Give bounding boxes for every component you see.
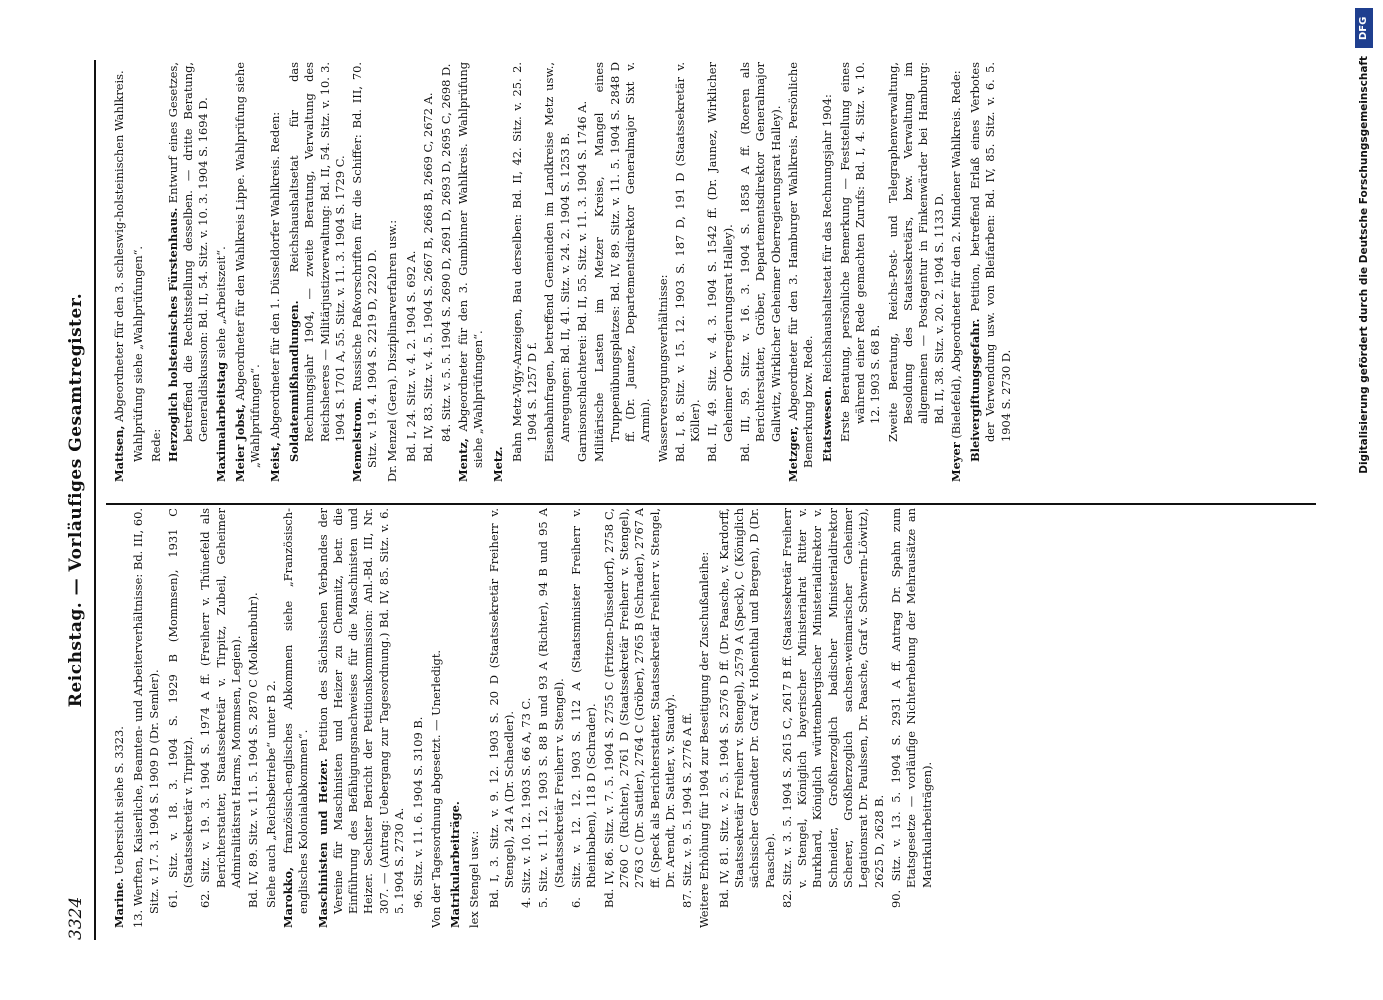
register-entry bbox=[536, 508, 567, 928]
entry-keyword: Herzoglich holsteinisches Fürstenhaus. bbox=[165, 207, 180, 462]
register-entry bbox=[198, 508, 244, 928]
entry-text: Rede: bbox=[148, 428, 163, 462]
entry-text: Dr. Menzel (Gera). Disziplinarverfahren usw.: bbox=[384, 219, 399, 482]
entry-text: 61. Sitz. v. 18. 3. 1904 S. 1929 B (Mommsen), 1931 C (Staatssekretär v. Tirpitz). bbox=[165, 508, 196, 908]
entry-text: 84. Sitz. v. 5. 5. 1904 S. 2690 D, 2691 D, 2693 D, 2695 C, 2698 D. bbox=[438, 63, 453, 442]
register-entry bbox=[705, 62, 736, 482]
entry-text: Erste Beratung, persönliche Bemerkung — Feststellung eines während einer Rede gemachten Zurufs: Bd. I, 4. Sitz. v. 10. 12. 1903 S. 68 B. bbox=[837, 62, 883, 442]
register-entry bbox=[112, 62, 127, 482]
entry-text: Abgeordneter für den 3. schleswig-holsteinischen Wahlkreis. bbox=[112, 70, 126, 426]
entry-text: (Bielefeld), Abgeordneter für den 2. Mindener Wahlkreis. Rede: bbox=[948, 70, 963, 443]
entry-text: 96. Sitz. v. 11. 6. 1904 S. 3109 B. bbox=[411, 716, 426, 908]
entry-text: Bahn Metz-Vigy-Anzeigen, Bau derselben: Bd. II, 42. Sitz. v. 25. 2. 1904 S. 1257 D f. bbox=[509, 62, 540, 462]
register-entry bbox=[411, 508, 426, 928]
register-entry bbox=[886, 62, 947, 482]
entry-keyword: Meyer bbox=[948, 442, 963, 482]
register-entry bbox=[246, 508, 261, 928]
entry-text: Abgeordneter für den Wahlkreis Lippe. Wahlprüfung siehe „Wahlprüfungen“. bbox=[233, 62, 263, 468]
page-number: 3324 bbox=[66, 896, 86, 940]
register-entry bbox=[287, 62, 348, 482]
entry-keyword: Metzger, bbox=[785, 426, 800, 482]
register-entry bbox=[264, 508, 279, 928]
entry-keyword: Marine. bbox=[112, 878, 126, 928]
register-entry bbox=[680, 508, 695, 928]
register-entry bbox=[717, 508, 778, 928]
entry-text: Militärische Lasten im Metzer Kreise, Mangel eines Truppenübungsplatzes: Bd. IV, 89. Sitz. v. 11. 5. 1904 S. 2848 D ff. (Dr. Jaunez, Departementsdirektor Generalmajor Sixt v. Armin). bbox=[592, 62, 653, 462]
register-entry bbox=[968, 62, 1014, 482]
entry-text: Zweite Beratung, Reichs-Post- und Telegraphenverwaltung, Besoldung des Staatssekretärs, bzw. Verwaltung im allgemeinen — Postagentur in Finkenwärder bei Hamburg: Bd. II, 38. Sitz. v. 20. 2. 1904 S. 1133 D. bbox=[885, 62, 946, 442]
entry-text: Petition, betreffend Erlaß eines Verbotes der Verwendung usw. von Bleifarben: Bd. IV, 85. Sitz. v. 6. 5. 1904 S. 2730 D. bbox=[968, 62, 1013, 442]
entry-keyword: Bleivergiftungsgefahr. bbox=[968, 318, 983, 462]
register-entry bbox=[281, 508, 312, 928]
entry-keyword: Maximalarbeitstag bbox=[213, 361, 228, 482]
register-entry bbox=[166, 508, 197, 928]
entry-text: Entwurf eines Gesetzes, betreffend die Rechtsstellung desselben. — dritte Beratung, Generaldiskussion: Bd. II, 54. Sitz. v. 10. 3. 1904 S. 1694 D. bbox=[165, 62, 211, 442]
entry-text: Uebersicht siehe S. 3323. bbox=[112, 726, 126, 879]
digitization-credit: Digitalisierung gefördert durch die Deutsche Forschungsgemeinschaft bbox=[1358, 56, 1370, 474]
entry-text: Bd. IV, 81. Sitz. v. 2. 5. 1904 S. 2576 D ff. (Dr. Paasche, v. Kardorff, Staatssekretär Freiherr v. Stengel), 2579 A (Speck), C (Königlich sächsischer Gesandter Dr. Graf v. Hohenthal und Bergen), D (Dr. Paasche). bbox=[716, 508, 777, 908]
entry-text: Abgeordneter für den 3. Gumbinner Wahlkreis. Wahlprüfung siehe „Wahlprüfungen“. bbox=[455, 62, 486, 468]
entry-text: Bd. IV, 83. Sitz. v. 4. 5. 1904 S. 2667 B, 2668 B, 2669 C, 2672 A. bbox=[421, 92, 436, 462]
entry-text: Abgeordneter für den 1. Düsseldorfer Wahlkreis. Reden: bbox=[267, 111, 282, 443]
register-entry bbox=[510, 62, 541, 482]
register-entry bbox=[780, 508, 887, 928]
register-entry bbox=[268, 62, 283, 482]
entry-text: 4. Sitz. v. 10. 12. 1903 S. 66 A, 73 C. bbox=[519, 697, 534, 908]
entry-text: 87. Sitz. v. 9. 5. 1904 S. 2776 A ff. bbox=[680, 712, 695, 908]
entry-text: Bd. IV, 86. Sitz. v. 7. 5. 1904 S. 2755 C (Fritzen-Düsseldorf), 2758 C, 2760 C (Richter), 2761 D (Staatssekretär Freiherr v. Stengel), 2763 C (Dr. Sattler), 2764 C (Gröber), 2765 B (Schrader), 2767 A ff. (Speck als Berichterstatter, Staatssekretär Freiherr v. Stengel, Dr. Arendt, Dr. Sattler, v. Staudy). bbox=[601, 508, 677, 908]
page-header bbox=[48, 60, 96, 940]
register-entry bbox=[421, 62, 436, 482]
register-entry bbox=[233, 62, 264, 482]
register-entry bbox=[149, 62, 164, 482]
entry-keyword: Meist, bbox=[267, 442, 282, 482]
entry-text: Bd. I, 3. Sitz. v. 9. 12. 1903 S. 20 D (Staatssekretär Freiherr v. Stengel), 24 A (Dr. Schaedler). bbox=[486, 508, 516, 908]
entry-text: Bd. II, 49. Sitz. v. 4. 3. 1904 S. 1542 ff. (Dr. Jaunez, Wirklicher Geheimer Oberregierungsrat Halley). bbox=[705, 62, 735, 462]
entry-text: 62. Sitz. v. 19. 3. 1904 S. 1974 A ff. (Freiherr v. Thünefeld als Berichterstatter, Staatssekretär v. Tirpitz, Zubeil, Geheimer Admiralitätsrat Harms, Mommsen, Legien). bbox=[198, 508, 244, 908]
entry-text: Siehe auch „Reichsbetriebe“ unter B 2. bbox=[263, 680, 278, 908]
register-entry bbox=[592, 62, 653, 482]
entry-text: 90. Sitz. v. 13. 5. 1904 S. 2931 A ff. Antrag Dr. Spahn zum Etatsgesetze — vorläufige Nichterhebung der Mehrausätze an Matrikularbeiträgen). bbox=[888, 508, 934, 908]
register-entry bbox=[429, 508, 444, 928]
register-entry bbox=[439, 62, 454, 482]
entry-text: Reichshaushaltsetat für das Rechnungsjahr 1904, — zweite Beratung, Verwaltung des Reichsheeres — Militärjustizverwaltung: Bd. II, 54. Sitz. v. 10. 3. 1904 S. 1701 A, 55. Sitz. v. 11. 3. 1904 S. 1729 C. bbox=[286, 62, 347, 442]
register-entry bbox=[889, 508, 935, 928]
entry-text: 82. Sitz. v. 3. 5. 1904 S. 2615 C, 2617 B ff. (Staatssekretär Freiherr v. Stengel, Königlich bayerischer Ministerialrat Ritter v. Burkhard, Königlich württembergischer Ministerialdirektor v. Schneider, Großherzoglich badischer Ministerialdirektor Scherer, Großherzoglich sachsen-weimarischer Geheimer Legationsrat Dr. Paulssen, Dr. Paasche, Graf v. Schwerin-Löwitz), 2625 D, 2628 B. bbox=[779, 508, 886, 908]
register-entry bbox=[404, 62, 419, 482]
register-entry bbox=[738, 62, 784, 482]
entry-text: Bd. I, 24. Sitz. v. 4. 2. 1904 S. 692 A. bbox=[404, 250, 419, 462]
register-entry bbox=[385, 62, 400, 482]
register-entry bbox=[656, 62, 671, 482]
right-column bbox=[112, 62, 1312, 482]
entry-text: Russische Paßvorschriften für die Schiffer: Bd. III, 70. Sitz. v. 19. 4. 1904 S. 2219 D, 2220 D. bbox=[350, 62, 380, 468]
entry-text: Von der Tagesordnung abgesetzt. — Unerledigt. bbox=[428, 649, 443, 928]
entry-text: 5. Sitz. v. 11. 12. 1903 S. 88 B und 93 A (Richter), 94 B und 95 A (Staatssekretär Freiherr v. Stengel). bbox=[536, 508, 566, 908]
entry-text: 6. Sitz. v. 12. 12. 1903 S. 112 A (Staatsminister Freiherr v. Rheinbaben), 118 D (Schrader). bbox=[569, 508, 599, 908]
register-entry bbox=[697, 508, 712, 928]
column-divider bbox=[106, 503, 1316, 505]
entry-text: Wahlprüfung siehe „Wahlprüfungen“. bbox=[131, 245, 146, 462]
entry-keyword: Mattsen, bbox=[112, 425, 126, 482]
register-entry bbox=[575, 62, 590, 482]
left-column bbox=[112, 508, 1312, 928]
register-entry bbox=[112, 508, 127, 928]
entry-keyword: Metz. bbox=[490, 446, 505, 482]
entry-text: Reichshaushaltsetat für das Rechnungsjahr 1904: bbox=[820, 94, 835, 387]
register-entry bbox=[316, 508, 408, 928]
register-entry bbox=[131, 62, 146, 482]
entry-text: Garnisonschlachterei: Bd. II, 55. Sitz. v. 11. 3. 1904 S. 1746 A. bbox=[575, 100, 590, 462]
register-entry bbox=[949, 62, 964, 482]
entry-keyword: Mentz, bbox=[455, 438, 470, 482]
register-entry bbox=[673, 62, 704, 482]
register-entry bbox=[820, 62, 835, 482]
entry-keyword: Soldatenmißhandlungen. bbox=[286, 300, 301, 462]
entry-text: französisch-englisches Abkommen siehe „Französisch-englisches Kolonialabkommen“. bbox=[280, 508, 311, 914]
entry-keyword: Memelstrom. bbox=[350, 397, 365, 482]
credit-sidebar bbox=[1347, 0, 1377, 1000]
entry-text: Weitere Erhöhung für 1904 zur Beseitigung der Zuschußanleihe: bbox=[697, 551, 712, 928]
register-entry bbox=[448, 508, 463, 928]
entry-text: 13. Werften, Kaiserliche, Beamten- und Arbeiterverhältnisse: Bd. III, 60. Sitz. v. 17. 3. 1904 S. 1909 D (Dr. Semler). bbox=[131, 508, 161, 928]
page-title: Reichstag. — Vorläufiges Gesamtregister. bbox=[66, 292, 86, 708]
entry-text: Abgeordneter für den 3. Hamburger Wahlkreis. Persönliche Bemerkung bzw. Rede. bbox=[785, 62, 816, 468]
register-entry bbox=[569, 508, 600, 928]
entry-text: siehe „Arbeitszeit“. bbox=[213, 246, 228, 362]
register-entry bbox=[456, 62, 487, 482]
register-entry bbox=[542, 62, 573, 482]
register-entry bbox=[214, 62, 229, 482]
register-entry bbox=[350, 62, 381, 482]
entry-keyword: Maschinisten und Heizer. bbox=[315, 758, 330, 928]
register-entry bbox=[602, 508, 678, 928]
register-entry bbox=[519, 508, 534, 928]
entry-text: Petition des Sächsischen Verbandes der Vereine für Maschinisten und Heizer zu Chemnitz, betr. die Einführung des Befähigungsnachweises für die Maschinisten und Heizer. Sechster Bericht der Petitionskommission: Anl.-Bd. III, Nr. 307. — (Antrag: Uebergang zur Tagesordnung.) Bd. IV, 85. Sitz. v. 6. 5. 1904 S. 2730 A. bbox=[315, 508, 407, 914]
register-entry bbox=[487, 508, 518, 928]
entry-text: Bd. III, 59. Sitz. v. 16. 3. 1904 S. 1858 A ff. (Roeren als Berichterstatter, Gröber, Departementsdirektor Generalmajor Gallwitz, Wirklicher Geheimer Oberregierungsrat Halley). bbox=[737, 62, 783, 462]
entry-text: Wasserversorgungsverhältnisse: bbox=[655, 274, 670, 462]
entry-text: Eisenbahnfragen, betreffend Gemeinden im Landkreise Metz usw., Anregungen: Bd. II, 41. Sitz. v. 24. 2. 1904 S. 1253 B. bbox=[542, 62, 572, 462]
register-entry bbox=[786, 62, 817, 482]
entry-keyword: Etatswesen. bbox=[820, 386, 835, 462]
register-entry bbox=[166, 62, 212, 482]
entry-keyword: Matrikularbeiträge. bbox=[447, 801, 462, 928]
register-entry bbox=[467, 508, 482, 928]
entry-keyword: Marokko, bbox=[280, 867, 295, 928]
entry-text: lex Stengel usw.: bbox=[467, 830, 482, 928]
entry-keyword: Meier Jobst, bbox=[233, 404, 248, 482]
register-entry bbox=[131, 508, 162, 928]
entry-text: Bd. IV, 89. Sitz. v. 11. 5. 1904 S. 2870 C (Molkenbuhr). bbox=[246, 592, 261, 908]
dfg-logo: DFG bbox=[1355, 8, 1373, 48]
register-entry bbox=[838, 62, 884, 482]
entry-text: Bd. I, 8. Sitz. v. 15. 12. 1903 S. 187 D, 191 D (Staatssekretär v. Köller). bbox=[672, 62, 703, 462]
register-entry bbox=[491, 62, 506, 482]
